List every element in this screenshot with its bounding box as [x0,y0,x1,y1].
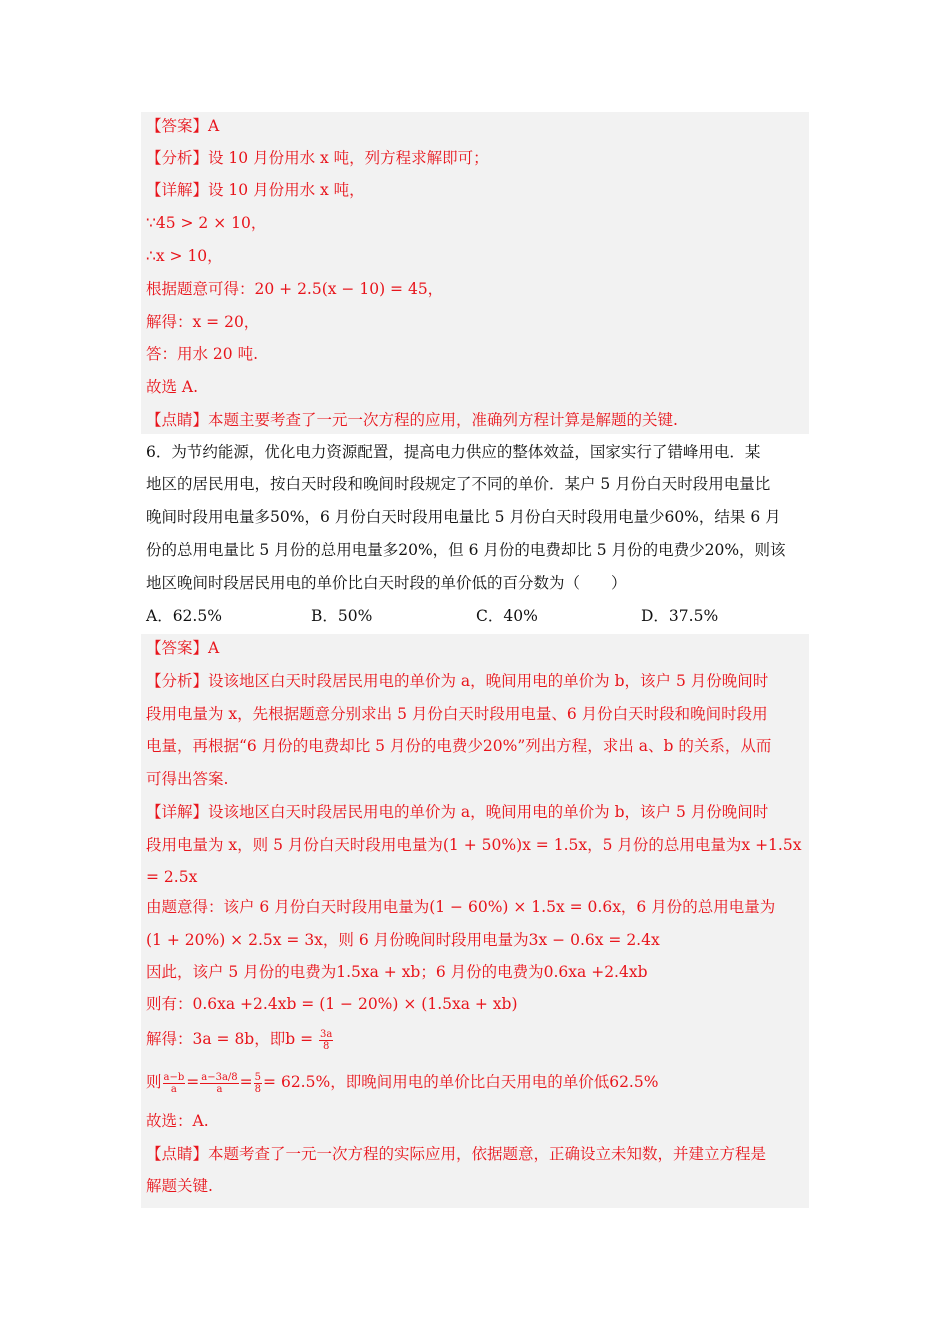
q6-analysis-line-3: 电量，再根据“6 月份的电费却比 5 月份的电费少20%”列出方程，求出 a、b 的关系，从而 [146,737,772,755]
solve-fraction [319,1029,333,1052]
q5-detail-7: 故选 A. [146,378,199,396]
q6-solve-line [146,1024,810,1054]
q6-detail-line-1: 【详解】设该地区白天时段居民用电的单价为 a，晚间用电的单价为 b，该户 5 月份晚间时 [146,803,769,821]
q5-detail-5: 解得：x = 20， [146,313,260,331]
ratio-f2-den: a [216,1083,223,1095]
q6-detail-line-2: 段用电量为 x，则 5 月份白天时段用电量为(1 + 50%)x = 1.5x，5 月份的总用电量为x +1.5x [146,836,802,854]
q5-comment: 【点睛】本题主要考查了一元一次方程的应用，准确列方程计算是解题的关键. [146,411,678,429]
ratio-eq: = [239,1073,253,1091]
q5-detail-2: ∵45 > 2 × 10， [146,214,267,232]
ratio-prefix: 则 [146,1073,162,1091]
q5-detail-1: 【详解】设 10 月份用水 x 吨， [146,181,365,199]
ratio-suffix: = 62.5%，即晚间用电的单价比白天用电的单价低62.5% [263,1073,659,1091]
ratio-fraction-1 [163,1072,186,1095]
ratio-f2-num: a−3a/8 [201,1071,238,1083]
ratio-fraction-2 [200,1072,238,1095]
q6-stem-line-3: 晚间时段用电量多50%，6 月份白天时段用电量比 5 月份白天时段用电量少60%，结果 6 月 [146,508,781,526]
q5-analysis: 【分析】设 10 月份用水 x 吨，列方程求解即可； [146,149,489,167]
q6-comment-line-1: 【点睛】本题考查了一元一次方程的实际应用，依据题意，正确设立未知数，并建立方程是 [146,1145,767,1163]
q6-answer: 【答案】A [146,639,220,657]
option-d: D．37.5% [641,607,719,625]
q6-options [146,601,810,631]
ratio-f1-den: a [170,1083,177,1095]
ratio-f1-num: a−b [163,1071,185,1083]
option-b: B．50% [311,607,373,625]
ratio-fraction-3 [254,1072,262,1095]
q6-detail-line-7: 则有：0.6xa +2.4xb = (1 − 20%) × (1.5xa + xb) [146,995,518,1013]
option-a: A．62.5% [146,607,222,625]
q5-detail-3: ∴x > 10， [146,247,223,265]
q6-detail-line-3: = 2.5x [146,868,198,886]
q5-detail-4: 根据题意可得：20 + 2.5(x − 10) = 45， [146,280,444,298]
q5-answer: 【答案】A [146,117,220,135]
q6-analysis-line-2: 段用电量为 x，先根据题意分别求出 5 月份白天时段用电量、6 月份白天时段和晚间时段用 [146,705,768,723]
q6-detail-line-4: 由题意得：该户 6 月份白天时段用电量为(1 − 60%) × 1.5x = 0.6x，6 月份的总用电量为 [146,898,776,916]
q6-detail-line-8: 故选：A. [146,1112,209,1130]
ratio-mid: = [186,1073,200,1091]
q6-stem-line-2: 地区的居民用电，按白天时段和晚间时段规定了不同的单价．某户 5 月份白天时段用电量比 [146,475,771,493]
q6-ratio-line [146,1067,810,1097]
q6-detail-line-5: (1 + 20%) × 2.5x = 3x，则 6 月份晚间时段用电量为3x − 0.6x = 2.4x [146,931,660,949]
option-c: C．40% [476,607,538,625]
solve-frac-den: 8 [322,1040,330,1052]
solve-prefix: 解得：3a = 8b，即b = [146,1030,318,1048]
q6-analysis-line-4: 可得出答案. [146,770,229,788]
ratio-f3-den: 8 [254,1083,262,1095]
q6-stem-line-4: 份的总用电量比 5 月份的总用电量多20%，但 6 月份的电费却比 5 月份的电费少20%，则该 [146,541,786,559]
q6-detail-line-6: 因此，该户 5 月份的电费为1.5xa + xb；6 月份的电费为0.6xa +2.4xb [146,963,648,981]
q5-detail-6: 答：用水 20 吨. [146,345,259,363]
q6-comment-line-2: 解题关键. [146,1177,213,1195]
q6-analysis-line-1: 【分析】设该地区白天时段居民用电的单价为 a，晚间用电的单价为 b，该户 5 月份晚间时 [146,672,769,690]
q6-stem-line-1: 6．为节约能源，优化电力资源配置，提高电力供应的整体效益，国家实行了错峰用电．某 [146,443,761,461]
ratio-f3-num: 5 [254,1071,262,1083]
solve-frac-num: 3a [320,1028,333,1040]
q6-stem-line-5: 地区晚间时段居民用电的单价比白天时段的单价低的百分数为（ ） [146,574,627,592]
